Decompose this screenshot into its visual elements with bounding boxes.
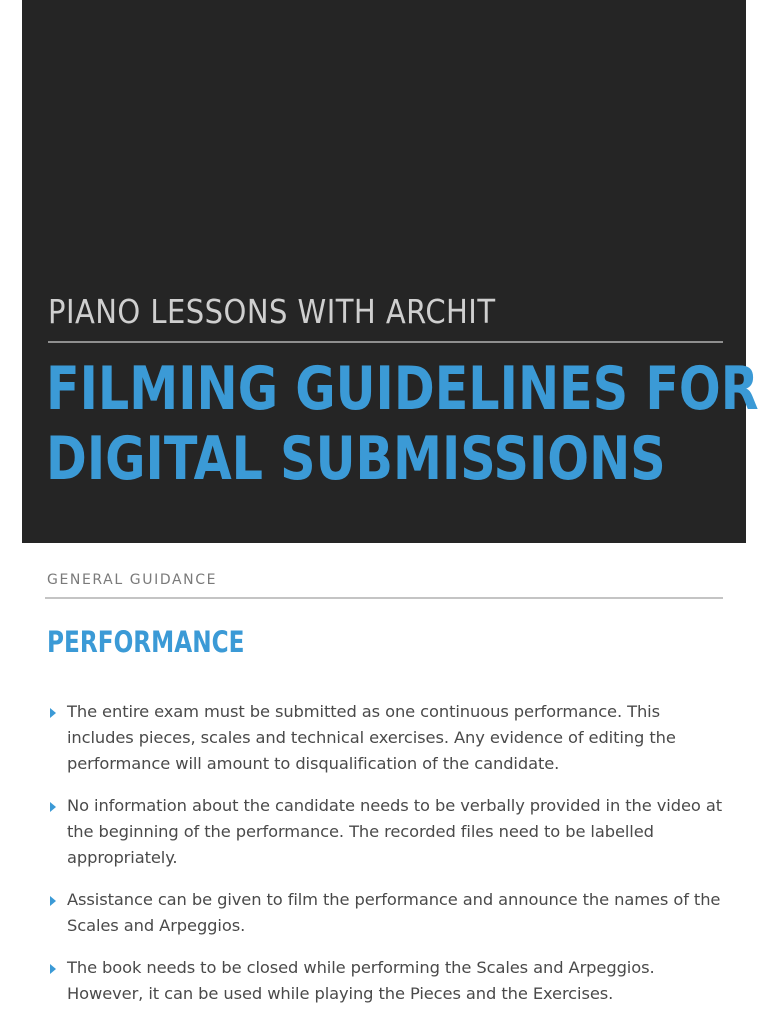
title-line-2: DIGITAL SUBMISSIONS <box>46 424 666 494</box>
triangle-bullet-icon <box>50 802 56 812</box>
triangle-bullet-icon <box>50 964 56 974</box>
guideline-list <box>46 699 726 1023</box>
document-subtitle: PIANO LESSONS WITH ARCHIT <box>48 292 496 331</box>
document-title <box>46 354 759 494</box>
section-heading: PERFORMANCE <box>47 625 245 659</box>
list-item <box>46 955 726 1007</box>
title-divider <box>48 341 723 343</box>
title-banner <box>22 0 759 543</box>
list-item-text: Assistance can be given to film the performance and announce the names of the Scales and Arpeggios. <box>67 890 721 935</box>
triangle-bullet-icon <box>50 896 56 906</box>
list-item-text: No information about the candidate needs to be verbally provided in the video at the beginning of the performance. The recorded files need to be labelled appropriately. <box>67 796 722 867</box>
triangle-bullet-icon <box>50 708 56 718</box>
section-label: GENERAL GUIDANCE <box>47 572 218 588</box>
section-divider <box>45 597 723 599</box>
list-item <box>46 699 726 777</box>
list-item-text: The book needs to be closed while performing the Scales and Arpeggios. However, it can be used while playing the Pieces and the Exercises. <box>67 958 655 1003</box>
title-line-1: FILMING GUIDELINES FOR <box>46 354 759 424</box>
list-item <box>46 887 726 939</box>
list-item <box>46 793 726 871</box>
list-item-text: The entire exam must be submitted as one continuous performance. This includes pieces, scales and technical exercises. Any evidence of editing the performance will amount to disqualification of the candidate. <box>67 702 676 773</box>
